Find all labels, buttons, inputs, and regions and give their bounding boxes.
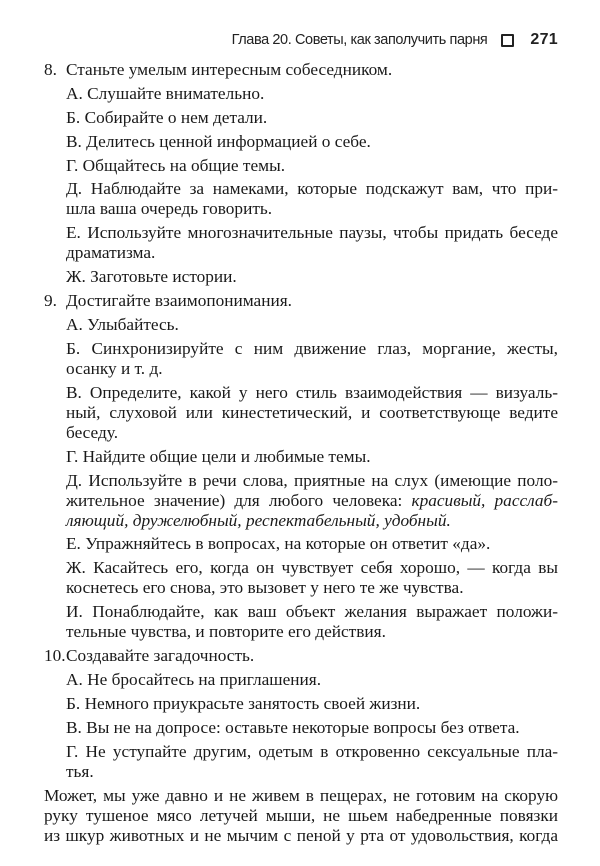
text-line: И. Понаблюдайте, как ваш объект желания выражает положи- bbox=[66, 602, 558, 622]
text-line: Г. Не уступайте другим, одетым в откровенно сексуальные пла- bbox=[66, 741, 558, 761]
list-item-heading bbox=[44, 291, 558, 311]
sub-item bbox=[66, 132, 558, 152]
list-item-heading bbox=[44, 646, 558, 666]
text-line: В. Делитесь ценной информацией о себе. bbox=[66, 131, 371, 151]
text-run: жительное значение) для любого человека: bbox=[66, 490, 412, 510]
running-title: Глава 20. Советы, как заполучить парня bbox=[231, 32, 488, 48]
sub-item bbox=[66, 694, 558, 714]
text-line: Е. Используйте многозначительные паузы, чтобы придать беседе bbox=[66, 223, 558, 243]
text-line: из шкур животных и не мычим с пеной у рта от удовольствия, когда bbox=[44, 825, 558, 845]
sub-item bbox=[66, 558, 558, 598]
sub-item bbox=[66, 179, 558, 219]
text-line: Ж. Касайтесь его, когда он чувствует себя хорошо, — когда вы bbox=[66, 558, 558, 578]
text-line: А. Слушайте внимательно. bbox=[66, 83, 265, 103]
text-line: А. Не бросайтесь на приглашения. bbox=[66, 670, 322, 690]
list-number: 9. bbox=[44, 291, 57, 311]
text-line: ный, слуховой или кинестетический, и соответствующе ведите bbox=[66, 402, 558, 422]
text-line: Б. Немного приукрасьте занятость своей жизни. bbox=[66, 693, 421, 713]
page-body bbox=[44, 60, 558, 849]
sub-item bbox=[66, 534, 558, 554]
sub-item bbox=[66, 670, 558, 690]
text-line: Е. Упражняйтесь в вопросах, на которые он ответит «да». bbox=[66, 534, 491, 554]
italic-text-run: красивый, расслаб- bbox=[411, 490, 558, 510]
italic-text-run: ляющий, дружелюбный, респектабельный, удобный. bbox=[66, 510, 451, 530]
text-line: А. Улыбайтесь. bbox=[66, 315, 179, 335]
text-line: Б. Синхронизируйте с ним движение глаз, моргание, жесты, bbox=[66, 338, 558, 358]
text-line: Ж. Заготовьте истории. bbox=[66, 267, 237, 287]
sub-item bbox=[66, 223, 558, 263]
sub-item bbox=[66, 267, 558, 287]
list-item-heading bbox=[44, 60, 558, 80]
text-line: Д. Используйте в речи слова, приятные на слух (имеющие поло- bbox=[66, 470, 558, 490]
sub-item bbox=[66, 339, 558, 379]
page-number: 271 bbox=[530, 31, 558, 48]
text-line: коснетесь его снова, это вызовет у него те же чувства. bbox=[66, 578, 464, 598]
text-line: Станьте умелым интересным собеседником. bbox=[66, 60, 393, 79]
sub-item bbox=[66, 602, 558, 642]
list-number: 8. bbox=[44, 60, 57, 79]
text-line: Может, мы уже давно и не живем в пещерах, не готовим на скорую bbox=[44, 785, 558, 805]
sub-item bbox=[66, 315, 558, 335]
text-line: руку тушеное мясо летучей мыши, не шьем набедренные повязки bbox=[44, 805, 558, 825]
sub-item bbox=[66, 447, 558, 467]
text-line: драматизма. bbox=[66, 243, 156, 263]
square-bullet-icon bbox=[501, 34, 514, 47]
list-number: 10. bbox=[44, 646, 66, 666]
sub-item bbox=[66, 156, 558, 176]
text-line: Б. Собирайте о нем детали. bbox=[66, 107, 268, 127]
text-line: тельные чувства, и повторите его действия. bbox=[66, 622, 386, 642]
text-line: Достигайте взаимопонимания. bbox=[66, 291, 292, 311]
text-line: В. Определите, какой у него стиль взаимодействия — визуаль- bbox=[66, 382, 558, 402]
sub-item bbox=[66, 718, 558, 738]
text-line: Г. Найдите общие цели и любимые темы. bbox=[66, 446, 371, 466]
body-paragraph bbox=[44, 786, 558, 846]
sub-item bbox=[66, 108, 558, 128]
text-line bbox=[66, 491, 558, 511]
text-line: В. Вы не на допросе: оставьте некоторые вопросы без ответа. bbox=[66, 717, 520, 737]
text-line bbox=[66, 511, 558, 531]
sub-item bbox=[66, 471, 558, 531]
text-line: Создавайте загадочность. bbox=[66, 646, 255, 666]
text-line: беседу. bbox=[66, 422, 119, 442]
text-line: Г. Общайтесь на общие темы. bbox=[66, 155, 286, 175]
text-line: тья. bbox=[66, 761, 94, 781]
text-line: Д. Наблюдайте за намеками, которые подскажут вам, что при- bbox=[66, 179, 558, 199]
sub-item bbox=[66, 742, 558, 782]
running-header bbox=[232, 30, 558, 50]
sub-item bbox=[66, 84, 558, 104]
sub-item bbox=[66, 383, 558, 443]
text-line: осанку и т. д. bbox=[66, 358, 163, 378]
text-line: шла ваша очередь говорить. bbox=[66, 199, 273, 219]
